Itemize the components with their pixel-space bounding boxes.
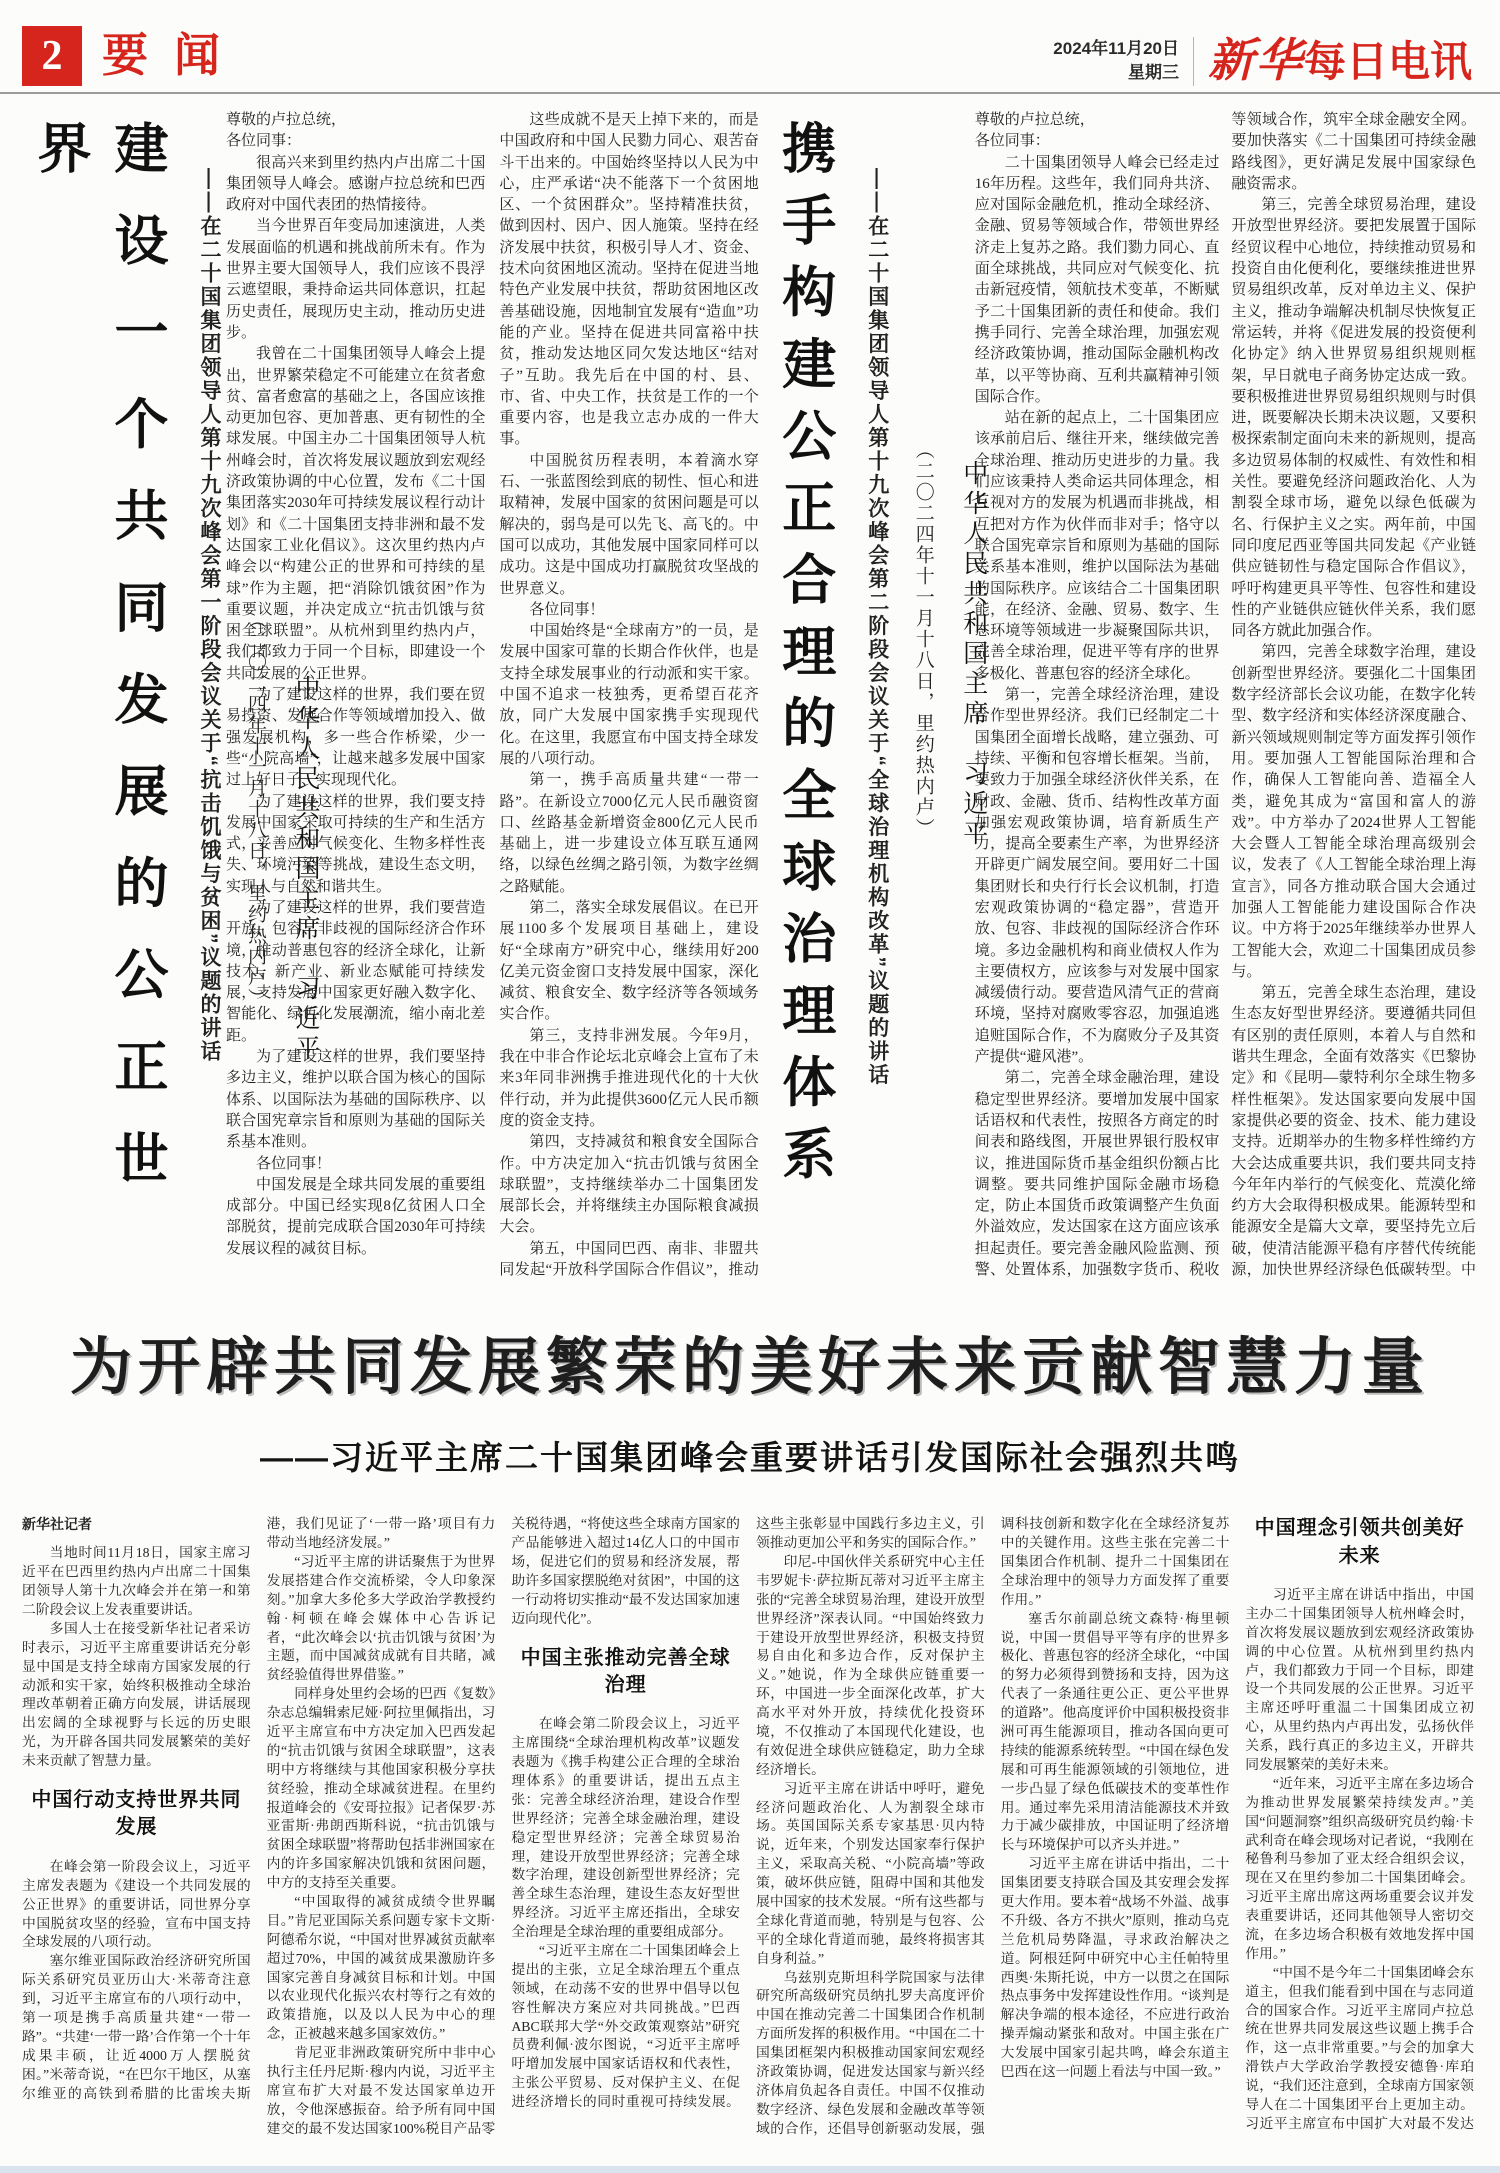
- article-right-headline: 携手构建公正合理的全球治理体系: [774, 120, 835, 1198]
- paragraph-text: 第二，完善全球金融治理，建设稳定型世界经济。要增加发展中国家话语权和代表性，按照各方商定的时间表和路线图，开展世界银行股权审议，推进国际货币基金组织份额占比调整。要共同维护国际金融市场稳定，防止本国货币政策调整产生负面外溢效应，发达国家在这方面应该承担起责任。要完善金融风险监测、预警、处置体系，加强数字货币、税收等领域合作，筑牢全球金融安全网。要加快落实《二十国集团可持续金融路线图》，更好满足发展中国家绿色融资需求。: [974, 112, 1476, 1279]
- paragraph-text: 尊敬的卢拉总统，: [974, 112, 1095, 128]
- paragraph-text: 各位同事！: [529, 601, 605, 618]
- paragraph-text: 为了建设这样的世界，我们要支持发展中国家采取可持续的生产和生活方式，妥善应对气候变化、生物多样性丧失、环境污染等挑战，建设生态文明，实现人与自然和谐共生。: [226, 793, 486, 895]
- article-right-author: 中华人民共和国主席 习近平: [959, 460, 987, 850]
- paragraph-text: 各位同事：: [226, 133, 302, 150]
- paragraph-text: 为了建设这样的世界，我们要坚持多边主义，维护以联合国为核心的国际体系、以国际法为基础的国际秩序、以联合国宪章宗旨和原则为基础的国际关系基本准则。: [226, 1049, 486, 1151]
- masthead-logo: [1207, 35, 1472, 87]
- paragraph-text: 很高兴来到里约热内卢出席二十国集团领导人峰会。感谢卢拉总统和巴西政府对中国代表团的热情接待。: [226, 154, 486, 214]
- weekday-line: 星期三: [1127, 63, 1179, 83]
- paragraph-text: 当今世界百年变局加速演进，人类发展面临的机遇和挑战前所未有。作为世界主要大国领导人，我们应该不畏浮云遮望眼，秉持命运共同体意识，扛起历史责任，展现历史主动，推动历史进步。: [226, 218, 486, 341]
- masthead-script-part: 新华: [1207, 35, 1304, 87]
- paragraph-text: 第四，支持减贫和粮食安全国际合作。中方决定加入“抗击饥饿与贫困全球联盟”，支持继续举办二十国集团发展部长会，并将继续主办国际粮食减损大会。: [499, 1134, 759, 1236]
- article-right-headline-block: [767, 110, 987, 1300]
- paragraph-text: 同样身处里约会场的巴西《复数》杂志总编辑索尼娅·阿拉里佩指出，习近平主席宣布中方决定加入巴西发起的“抗击饥饿与贫困全球联盟”，这表明中方将继续与其他国家积极分享扶贫经验，推动全球减贫进程。在里约报道峰会的《安哥拉报》记者保罗·苏亚雷斯·弗朗西斯科说，“抗击饥饿与贫困全球联盟”将帮助包括非洲国家在内的许多国家解决饥饿和贫困问题，中方的支持至关重要。: [266, 1686, 496, 1891]
- sub-headline: 中国理念引领共创美好未来: [1254, 1517, 1465, 1567]
- page-header: [0, 0, 1500, 94]
- paragraph-text: “中国不是今年二十国集团峰会东道主，但我们能看到中国在与志同道合的国家合作。习近平主席同卢拉总统在世界共同发展这些议题上携手合作，这一点非常重要。”与会的加拿大滑铁卢大学政治学教授安德鲁·库珀说，“我们还注意到，全球南方国家领导人在二十国集团平台上更加主动。习近平主席宣布中国扩大对最不发达: [1245, 1964, 1474, 2131]
- publication-date: [1053, 37, 1194, 86]
- section-tag: [22, 26, 246, 86]
- paragraph-text: 印尼-中国伙伴关系研究中心主任韦罗妮卡·萨拉斯瓦蒂对习近平主席主张的“完善全球贸易治理，建设开放型世界经济”深表认同。“中国始终致力于建设开放型世界经济，积极支持贸易自由化和多边合作，反对保护主义。”她说，作为全球供应链重要一环，中国进一步全面深化改革，扩大高水平对外开放，持续优化投资环境，不仅推动了本国现代化建设，也有效促进全球供应链稳定，助力全球经济增长。: [755, 1553, 985, 1777]
- date-line: 2024年11月20日: [1053, 38, 1179, 58]
- paragraph-text: 中国发展是全球共同发展的重要组成部分。中国已经实现8亿贫困人口全部脱贫，提前完成联合国2030年可持续发展议程的减贫目标。: [226, 1176, 486, 1257]
- paragraph-text: 乌兹别克斯坦科学院国家与法律研究所高级研究员纳扎罗夫高度评价中国在推动完善二十国集团合作机制方面所发挥的积极作用。“中国在二十国集团框架内积极推动国家间宏观经济政策协调，促进发达国家与新兴经济体肩负起各自责任。中国不仅推动数字经济、绿色发展和金融改革等领域的合作，还倡导创新驱动发展，强调科技创新和数字化在全球经济复苏中的关键作用。这些主张在完善二十国集团合作机制、提升二十国集团在全球治理中的领导力方面发挥了重要作用。”: [755, 1516, 1230, 2136]
- paragraph-text: 二十国集团领导人峰会已经走过16年历程。这些年，我们同舟共济、应对国际金融危机，推动全球经济、金融、贸易等领域合作，带领世界经济走上复苏之路。我们勠力同心、直面全球挑战，共同应对气候变化、抗击新冠疫情，领航技术变革，不断赋予二十国集团新的责任和使命。我们携手同行、完善全球治理，加强宏观经济政策协调，推动国际金融机构改革，以平等协商、互利共赢精神引领国际合作。: [974, 154, 1220, 405]
- bottom-article-body: [22, 1515, 1474, 2139]
- article-left-byline: ——在二十国集团领导人第十九次峰会第一阶段会议关于“抗击饥饿与贫困”议题的讲话: [198, 168, 221, 1064]
- article-left-author: 中华人民共和国主席 习近平: [292, 675, 319, 1065]
- paragraph-text: 第五，完善全球生态治理，建设生态友好型世界经济。要遵循共同但有区别的责任原则，本着人与自然和谐共生理念，全面有效落实《巴黎协定》和《昆明—蒙特利尔全球生物多样性框架》。发达国家要向发展中国家提供必要的资金、技术、能力建设支持。近期举办的生物多样性缔约方大会达成重要共识，我们要共同支持今年年内举行的气候变化、荒漠化缔约方大会取得积极成果。能源转型和能源安全是篇大文章，要坚持先立后破，使清洁能源平稳有序替代传统能源，加快世界经济绿色低碳转型。中: [1231, 985, 1476, 1279]
- article-left-dateline: （二〇二四年十一月十八日，里约热内卢）: [245, 610, 266, 1009]
- page-bottom-strip: [0, 2166, 1500, 2173]
- paragraph-text: 中国始终是“全球南方”的一员，是发展中国家可靠的长期合作伙伴，也是支持全球发展事业的行动派和实干家。中国不追求一枝独秀，更希望百花齐放，同广大发展中国家携手实现现代化。在这里，我愿宣布中国支持全球发展的八项行动。: [499, 623, 759, 767]
- banner-section: [0, 1300, 1500, 1487]
- paragraph-text: 在峰会第二阶段会议上，习近平主席围绕“全球治理机构改革”议题发表题为《携手构建公正合理的全球治理体系》的重要讲话，提出五点主张：完善全球经济治理，建设合作型世界经济；完善全球金融治理，建设稳定型世界经济；完善全球贸易治理，建设开放型世界经济；完善全球数字治理，建设创新型世界经济；完善全球生态治理，建设生态友好型世界经济。习近平主席还指出，全球安全治理是全球治理的重要组成部分。: [511, 1716, 740, 1940]
- paragraph-text: 塞尔维亚国际政治经济研究所国际关系研究员亚历山大·米蒂奇注意到，习近平主席宣布的八项行动中，第一项是携手高质量共建“一带一路”。“共建‘一带一路’合作第一个十年成果丰硕，让近4000万人摆脱贫困。”米蒂奇说，“在巴尔干地区，从塞尔维亚的高铁到希腊的比雷埃夫斯港，我们见证了‘一带一路’项目有力带动当地经济发展。”: [22, 1516, 496, 2101]
- paragraph-text: 第一，完善全球经济治理，建设合作型世界经济。我们已经制定二十国集团全面增长战略，建立强劲、可持续、平衡和包容增长框架。当前，要致力于加强全球经济伙伴关系，在财政、金融、货币、结构性改革方面加强宏观政策协调，培育新质生产力，提高全要素生产率，为世界经济开辟更广阔发展空间。要用好二十国集团财长和央行行长会议机制，打造宏观政策协调的“稳定器”，营造开放、包容、非歧视的国际经济合作环境。多边金融机构和商业债权人作为主要债权方，应该参与对发展中国家减缓债行动。要营造风清气正的营商环境，坚持对腐败零容忍，加强追逃追赃国际合作，不为腐败分子及其资产提供“避风港”。: [974, 687, 1220, 1066]
- article-right-byline: ——在二十国集团领导人第十九次峰会第二阶段会议关于“全球治理机构改革”议题的讲话: [865, 168, 889, 1087]
- paragraph-text: 第四，完善全球数字治理，建设创新型世界经济。要强化二十国集团数字经济部长会议功能，在数字化转型、数字经济和实体经济深度融合、新兴领域规则制定等方面发挥引领作用。要加强人工智能国际治理和合作，确保人工智能向善、造福全人类，避免其成为“富国和富人的游戏”。中方举办了2024世界人工智能大会暨人工智能全球治理高级别会议，发表了《人工智能全球治理上海宣言》，同各方推动联合国大会通过加强人工智能能力建设国际合作决议。中方将于2025年继续举办世界人工智能大会，欢迎二十国集团成员参与。: [1231, 644, 1476, 980]
- page-number-badge: 2: [22, 26, 82, 86]
- paragraph-text: 在峰会第一阶段会议上，习近平主席发表题为《建设一个共同发展的公正世界》的重要讲话，同世界分享中国脱贫攻坚的经验，宣布中国支持全球发展的八项行动。: [22, 1858, 251, 1950]
- paragraph-text: 习近平主席在讲话中指出，中国主办二十国集团领导人杭州峰会时，首次将发展议题放到宏观经济政策协调的中心位置。从杭州到里约热内卢，我们都致力于同一个目标，即建设一个共同发展的公正世界。习近平主席还呼吁重温二十国集团成立初心，从里约热内卢再出发，弘扬伙伴关系，践行真正的多边主义，开辟共同发展繁荣的美好未来。: [1245, 1586, 1474, 1772]
- paragraph-text: 习近平主席在讲话中呼吁，避免经济问题政治化、人为割裂全球市场。英国国际关系专家基思·贝内特说，近年来，个别发达国家奉行保护主义，采取高关税、“小院高墙”等政策，破坏供应链，阻碍中国和其他发展中国家的技术发展。“所有这些都与全球化背道而驰，特别是与包容、公平的全球化背道而驰，最终将损害其自身利益。”: [755, 1780, 985, 1966]
- section-title: 要闻: [102, 30, 246, 81]
- banner-subhead: ——习近平主席二十国集团峰会重要讲话引发国际社会强烈共鸣: [260, 1439, 1240, 1477]
- paragraph-text: 第三，完善全球贸易治理，建设开放型世界经济。要把发展置于国际经贸议程中心地位，持续推动贸易和投资自由化便利化，要继续推进世界贸易组织改革，反对单边主义、保护主义，推动争端解决机制尽快恢复正常运转，并将《促进发展的投资便利化协定》纳入世界贸易组织规则框架，早日就电子商务协定达成一致。要积极推进世界贸易组织规则与时俱进，既要解决长期未决议题，又要积极探索制定面向未来的新规则，提高多边贸易体制的权威性、有效性和相关性。要避免经济问题政治化、人为割裂全球市场，避免以绿色低碳为名、行保护主义之实。两年前，中国同印度尼西亚等国共同发起《产业链供应链韧性与稳定国际合作倡议》，呼吁构建更具平等性、包容性和建设性的产业链供应链伙伴关系，我们愿同各方就此加强合作。: [1231, 197, 1476, 640]
- paragraph-text: 第五，中国同巴西、南非、非盟共同发起“开放科学国际合作倡议”，推动: [499, 1240, 759, 1279]
- paragraph-text: 站在新的起点上，二十国集团应该承前启后、继往开来，继续做完善全球治理、推动历史进步的力量。我们应该秉持人类命运共同体理念，相互视对方的发展为机遇而非挑战，相互把对方作为伙伴而非对手；恪守以联合国宪章宗旨和原则为基础的国际关系基本准则，维护以国际法为基础的国际秩序。应该结合二十国集团职能，在经济、金融、贸易、数字、生态环境等领域进一步凝聚国际共识，完善全球治理，促进平等有序的世界多极化、普惠包容的经济全球化。: [974, 410, 1220, 682]
- paragraph-text: 各位同事：: [974, 133, 1050, 150]
- sub-headline: 中国行动支持世界共同发展: [31, 1789, 242, 1839]
- paragraph-text: 多国人士在接受新华社记者采访时表示，习近平主席重要讲话充分彰显中国是支持全球南方国家发展的行动派和实干家，始终积极推动全球治理改革朝着正确方向发展，讲话展现出宏阔的全球视野与长远的历史眼光，为开辟各国共同发展繁荣的美好未来贡献了智慧力量。: [22, 1620, 251, 1769]
- paragraph-text: 为了建设这样的世界，我们要在贸易投资、发展合作等领域增加投入、做强发展机构，多一些合作桥梁，少一些“小院高墙”，让越来越多发展中国家过上好日子、实现现代化。: [226, 687, 486, 789]
- paragraph-text: 当地时间11月18日，国家主席习近平在巴西里约热内卢出席二十国集团领导人第十九次峰会并在第一和第二阶段会议上发表重要讲话。: [22, 1545, 251, 1618]
- paragraph-text: 新华社记者: [22, 1516, 92, 1533]
- article-right-dateline: （二〇二四年十一月十八日，里约热内卢）: [912, 440, 934, 839]
- paragraph-text: 尊敬的卢拉总统，: [226, 112, 347, 128]
- paragraph-text: “习近平主席在二十国集团峰会上提出的主张，立足全球治理五个重点领域，在动荡不安的世界中倡导以包容性解决方案应对共同挑战。”巴西ABC联邦大学“外交政策观察站”研究员费利佩·波尔图说，“习近平主席呼吁增加发展中国家话语权和代表性，主张公平贸易、反对保护主义、在促进经济增长的同时重视可持续发展。这些主张彰显中国践行多边主义，引领推动更加公平和务实的国际合作。”: [511, 1516, 985, 2110]
- paragraph-text: 第二，落实全球发展倡议。在已开展1100多个发展项目基础上，建设好“全球南方”研究中心，继续用好200亿美元资金窗口支持发展中国家，深化减贫、粮食安全、数字经济等各领域务实合作。: [499, 899, 759, 1023]
- paragraph-text: 为了建设这样的世界，我们要营造开放、包容、非歧视的国际经济合作环境，推动普惠包容的经济全球化，让新技术、新产业、新业态赋能可持续发展，支持发展中国家更好融入数字化、智能化、绿色化发展潮流，缩小南北差距。: [226, 899, 486, 1044]
- paragraph-text: 我曾在二十国集团领导人峰会上提出，世界繁荣稳定不可能建立在贫者愈贫、富者愈富的基础之上，各国应该推动更加包容、更加普惠、更有韧性的全球发展。中国主办二十国集团领导人杭州峰会时，首次将发展议题放到宏观经济政策协调的中心位置，发布《二十国集团落实2030年可持续发展议程行动计划》和《二十国集团支持非洲和最不发达国家工业化倡议》。这次里约热内卢峰会以“构建公正的世界和可持续的星球”作为主题，把“消除饥饿贫困”作为重要议题，并决定成立“抗击饥饿与贫困全球联盟”。从杭州到里约热内卢，我们都致力于同一个目标，即建设一个共同发展的公正世界。: [226, 346, 486, 682]
- paragraph-text: 习近平主席在讲话中指出，二十国集团要支持联合国及其安理会发挥更大作用。要本着“战场不外溢、战事不升级、各方不拱火”原则，推动乌克兰危机局势降温，寻求政治解决之道。阿根廷阿中研究中心主任帕特里西奥·朱斯托说，中方一以贯之在国际热点事务中发挥建设性作用。“谈判是解决争端的根本途径，不应进行政治操弄煽动紧张和敌对。中国主张在广大发展中国家引起共鸣，峰会东道主巴西在这一问题上看法与中国一致。”: [1000, 1856, 1230, 2080]
- article-right-body: [975, 110, 1476, 1302]
- paragraph-text: 各位同事！: [256, 1155, 332, 1172]
- masthead-rest-part: 每日电讯: [1303, 40, 1472, 87]
- top-articles-section: [0, 94, 1500, 1300]
- paragraph-text: 第一，携手高质量共建“一带一路”。在新设立7000亿元人民币融资窗口、丝路基金新增资金800亿元人民币基础上，进一步建设立体互联互通网络，以绿色丝绸之路引领，为数字丝绸之路赋能。: [499, 772, 759, 895]
- paragraph-text: 塞舌尔前副总统文森特·梅里顿说，中国一贯倡导平等有序的世界多极化、普惠包容的经济全球化，“中国的努力必须得到赞扬和支持，因为这代表了一条通往更公正、更公平世界的道路”。他高度评价中国积极投资非洲可再生能源项目，推动各国向更可持续的能源系统转型。“中国在绿色发展和可再生能源领域的引领地位，进一步凸显了绿色低碳技术的变革性作用。通过率先采用清洁能源技术并致力于减少碳排放，中国证明了经济增长与环境保护可以齐头并进。”: [1000, 1610, 1230, 1853]
- banner-headline: 为开辟共同发展繁荣的美好未来贡献智慧力量: [69, 1334, 1430, 1402]
- paragraph-text: 中国脱贫历程表明，本着滴水穿石、一张蓝图绘到底的韧性、恒心和进取精神，发展中国家的贫困问题是可以解决的，弱鸟是可以先飞、高飞的。中国可以成功，其他发展中国家同样可以成功。这是中国成功打赢脱贫攻坚战的世界意义。: [499, 452, 759, 597]
- paragraph-text: “近年来，习近平主席在多边场合为推动世界发展繁荣持续发声。”美国“问题洞察”组织高级研究员约翰·卡武利奇在峰会现场对记者说，“我刚在秘鲁利马参加了亚太经合组织会议，现在又在里约参加二十国集团峰会。习近平主席出席这两场重要会议并发表重要讲话，还同其他领导人密切交流，在多边场合积极有效地发挥中国作用。”: [1245, 1775, 1474, 1961]
- header-right: [1053, 37, 1472, 86]
- article-left-body: [226, 110, 759, 1302]
- paragraph-text: 这些成就不是天上掉下来的，而是中国政府和中国人民勠力同心、艰苦奋斗干出来的。中国始终坚持以人民为中心，庄严承诺“决不能落下一个贫困地区、一个贫困群众”。坚持精准扶贫，做到因村、因户、因人施策。坚持在经济发展中扶贫，积极引导人才、资金、技术向贫困地区流动。坚持在促进当地特色产业发展中扶贫，帮助贫困地区改善基础设施，因地制宜发展有“造血”功能的产业。坚持在促进共同富裕中扶贫，推动发达地区同欠发达地区“结对子”互助。我先后在中国的村、县、市、省、中央工作，扶贫是工作的一个重要内容，也是我立志办成的一件大事。: [499, 112, 759, 448]
- paragraph-text: “中国取得的减贫成绩令世界瞩目。”肯尼亚国际关系问题专家卡文斯·阿德希尔说，“中国对世界减贫贡献率超过70%，中国的减贫成果激励许多国家完善自身减贫目标和计划。中国以农业现代化振兴农村等行之有效的政策措施，以及以人民为中心的理念，正被越来越多国家效仿。”: [266, 1894, 496, 2042]
- sub-headline: 中国主张推动完善全球治理: [520, 1646, 731, 1696]
- paragraph-text: “习近平主席的讲话聚焦于为世界发展搭建合作交流桥梁，令人印象深刻。”加拿大多伦多大学政治学教授约翰·柯顿在峰会媒体中心告诉记者，“此次峰会以‘抗击饥饿与贫困’为主题，而中国减贫成就有目共睹，减贫经验值得世界借鉴。”: [266, 1553, 496, 1683]
- article-left-headline: 建设一个共同发展的公正世界: [30, 120, 167, 1222]
- paragraph-text: 肯尼亚非洲政策研究所中非中心执行主任丹尼斯·穆内内说，习近平主席宣布扩大对最不发达国家单边开放，令他深感振奋。给予所有同中国建交的最不发达国家100%税目产品零关税待遇，“将使这些全球南方国家的产品能够进入超过14亿人口的中国市场，促进它们的贸易和经济发展，帮助许多国家摆脱绝对贫困”，中国的这一行动将切实推动“最不发达国家加速迈向现代化”。: [266, 1516, 740, 2136]
- paragraph-text: 第三，支持非洲发展。今年9月，我在中非合作论坛北京峰会上宣布了未来3年同非洲携手推进现代化的十大伙伴行动，并为此提供3600亿元人民币额度的资金支持。: [499, 1027, 759, 1129]
